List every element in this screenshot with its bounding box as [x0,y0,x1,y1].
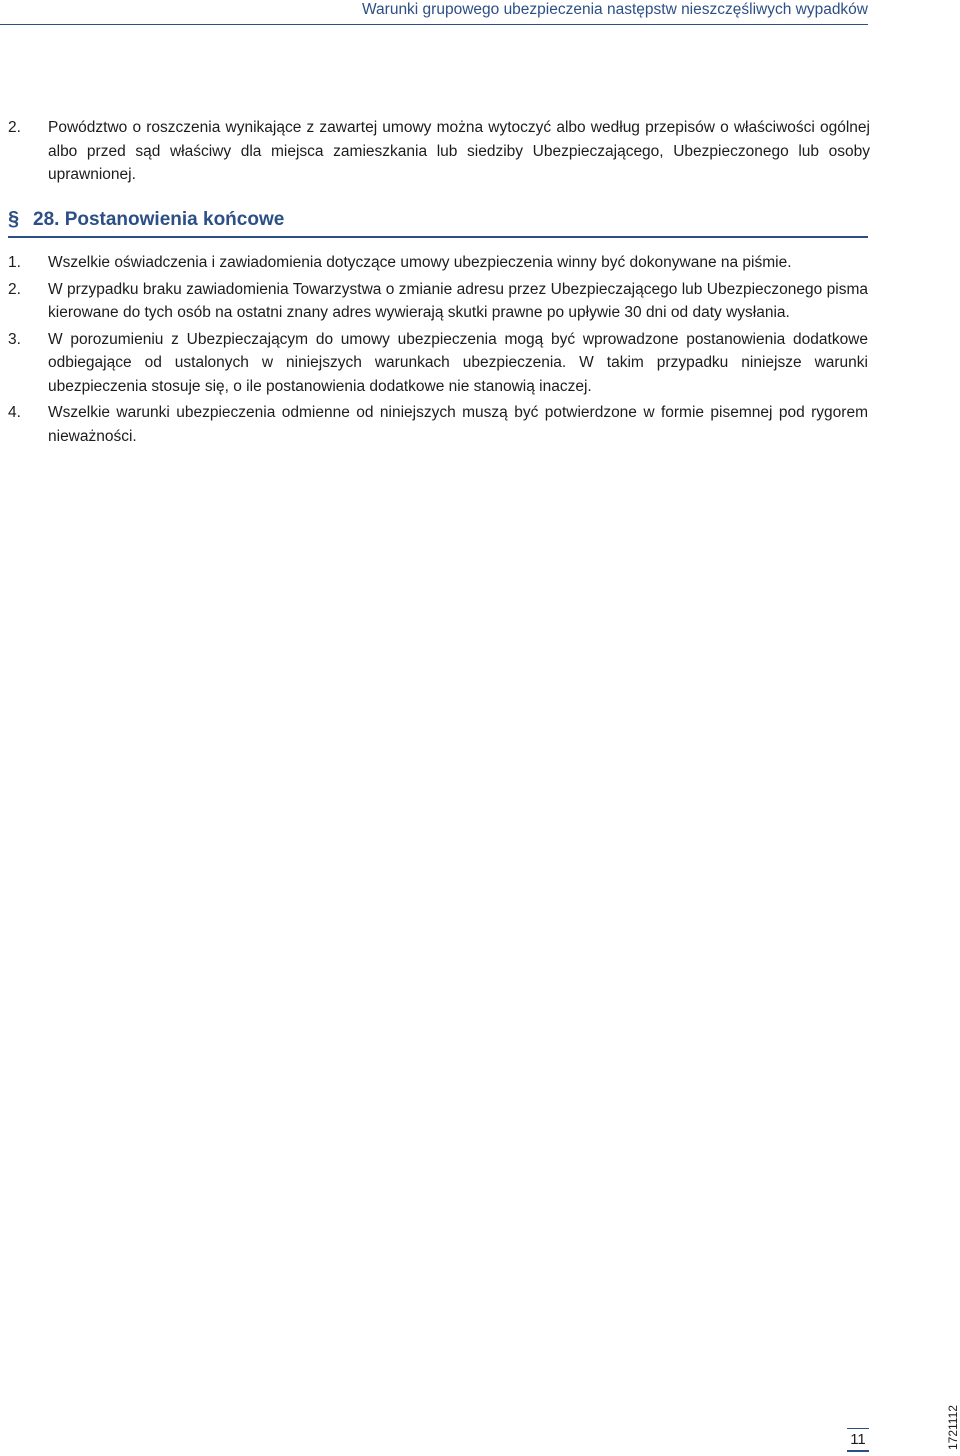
section-list [8,251,868,448]
item-text: Powództwo o roszczenia wynikające z zawartej umowy można wytoczyć albo według przepisów o właściwości ogólnej albo przed sąd właściwy dla miejsca zamieszkania lub siedziby Ubezpieczającego, Ubezpieczonego lub osoby uprawnionej. [48,119,870,183]
item-text: W przypadku braku zawiadomienia Towarzystwa o zmianie adresu przez Ubezpieczającego lub Ubezpieczonego pisma kierowane do tych osób na ostatni znany adres wywierają skutki prawne po upływie 30 dni od daty wysłania. [48,280,868,321]
list-item [8,116,870,187]
section-heading [8,208,868,238]
header-divider [0,24,868,25]
list-item [8,401,868,448]
item-number: 3. [8,330,21,348]
document-code: 1721112 [946,1405,960,1451]
list-item [8,251,868,275]
list-item [8,278,868,325]
item-number: 4. [8,404,21,421]
section-symbol: § [8,208,20,230]
item-text: W porozumieniu z Ubezpieczającym do umowy ubezpieczenia mogą być wprowadzone postanowienia dodatkowe odbiegające od ustalonych w niniejszych warunkach ubezpieczenia. W takim przypadku niniejsze warunki ubezpieczenia stosuje się, o ile postanowienia dodatkowe nie stanowią inaczej. [48,330,868,395]
item-text: Wszelkie warunki ubezpieczenia odmienne od niniejszych muszą być potwierdzone w formie pisemnej pod rygorem nieważności. [48,404,868,445]
section-28 [8,208,868,451]
running-header: Warunki grupowego ubezpieczenia następstw nieszczęśliwych wypadków [361,1,868,18]
list-item [8,328,868,399]
item-text: Wszelkie oświadczenia i zawiadomienia dotyczące umowy ubezpieczenia winny być dokonywane na piśmie. [48,254,792,271]
item-number: 2. [8,119,21,136]
page-number: 11 [847,1430,869,1452]
section-title: 28. Postanowienia końcowe [33,209,285,230]
previous-section-list [8,116,870,187]
page-number-rule [847,1428,869,1429]
item-number: 1. [8,254,21,271]
item-number: 2. [8,280,21,298]
